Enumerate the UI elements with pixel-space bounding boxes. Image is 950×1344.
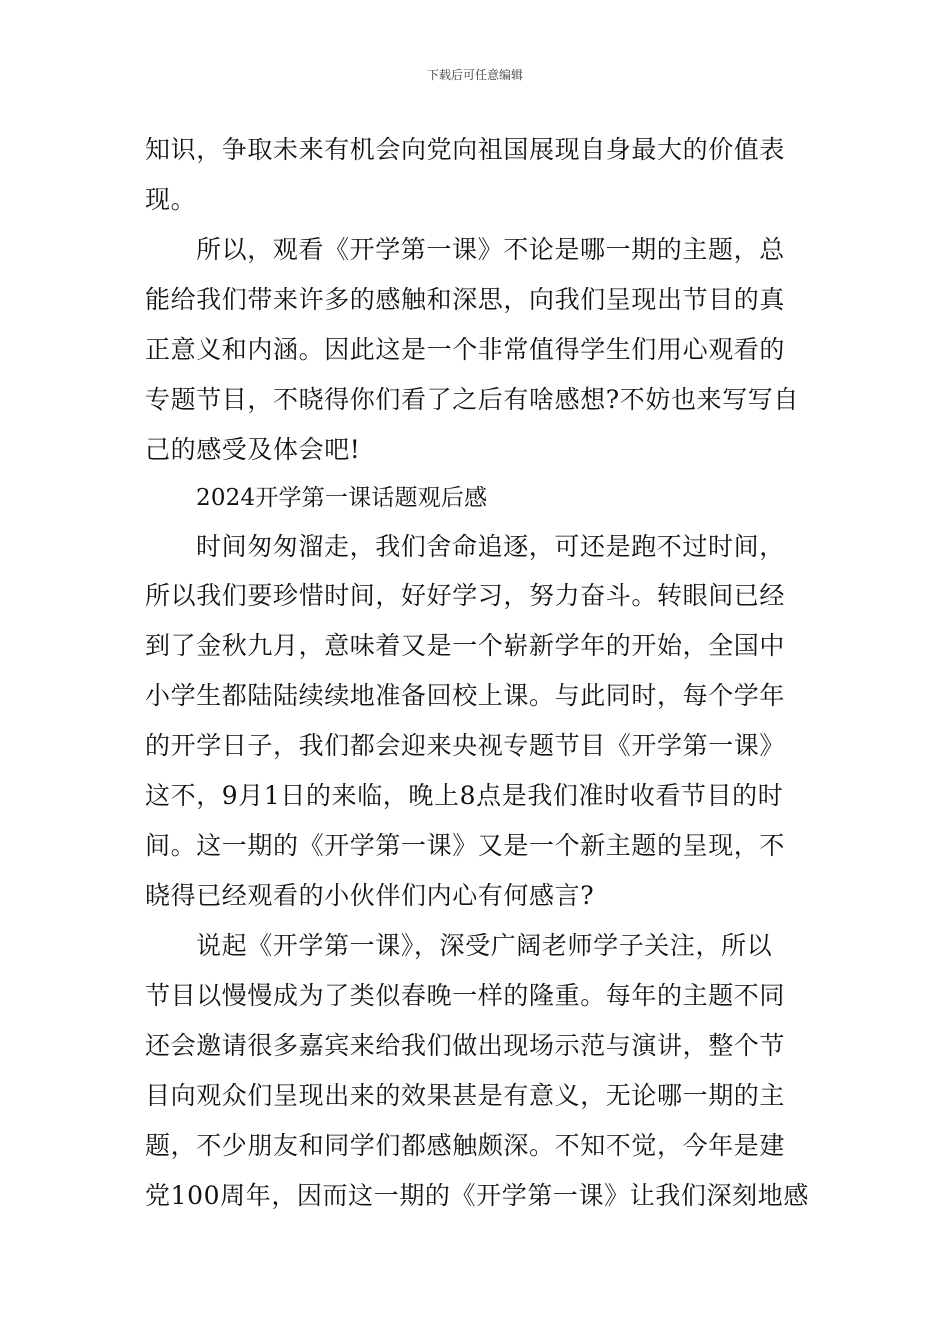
text-line: 所以，观看《开学第一课》不论是哪一期的主题，总 [196,235,785,264]
text-line: 间。这一期的《开学第一课》又是一个新主题的呈现，不 [145,831,786,860]
text-line: 党100周年，因而这一期的《开学第一课》让我们深刻地感 [145,1181,809,1210]
text-line: 己的感受及体会吧! [145,435,361,464]
text-line: 所以我们要珍惜时间，好好学习，努力奋斗。转眼间已经 [145,581,786,610]
text-line: 到了金秋九月，意味着又是一个崭新学年的开始，全国中 [145,631,786,660]
text-line: 的开学日子，我们都会迎来央视专题节目《开学第一课》 [145,731,786,760]
text-line: 正意义和内涵。因此这是一个非常值得学生们用心观看的 [145,335,786,364]
text-line: 题，不少朋友和同学们都感触颇深。不知不觉，今年是建 [145,1131,786,1160]
text-line: 能给我们带来许多的感触和深思，向我们呈现出节目的真 [145,285,786,314]
page-header: 下载后可任意编辑 [426,68,523,82]
text-line: 目向观众们呈现出来的效果甚是有意义，无论哪一期的主 [145,1081,786,1110]
text-line: 这不，9月1日的来临，晚上8点是我们准时收看节目的时 [145,781,784,810]
text-line: 专题节目，不晓得你们看了之后有啥感想?不妨也来写写自 [145,385,800,414]
text-line: 节目以慢慢成为了类似春晚一样的隆重。每年的主题不同 [145,981,786,1010]
text-line: 时间匆匆溜走，我们舍命追逐，可还是跑不过时间， [196,532,785,561]
text-line: 还会邀请很多嘉宾来给我们做出现场示范与演讲，整个节 [145,1031,786,1060]
section-title: 2024开学第一课话题观后感 [196,485,488,511]
text-line: 知识，争取未来有机会向党向祖国展现自身最大的价值表 [145,135,786,164]
text-line: 说起《开学第一课》，深受广阔老师学子关注，所以 [196,931,773,960]
text-line: 小学生都陆陆续续地准备回校上课。与此同时，每个学年 [145,681,786,710]
text-line: 晓得已经观看的小伙伴们内心有何感言? [145,881,595,910]
text-line: 现。 [145,185,197,214]
